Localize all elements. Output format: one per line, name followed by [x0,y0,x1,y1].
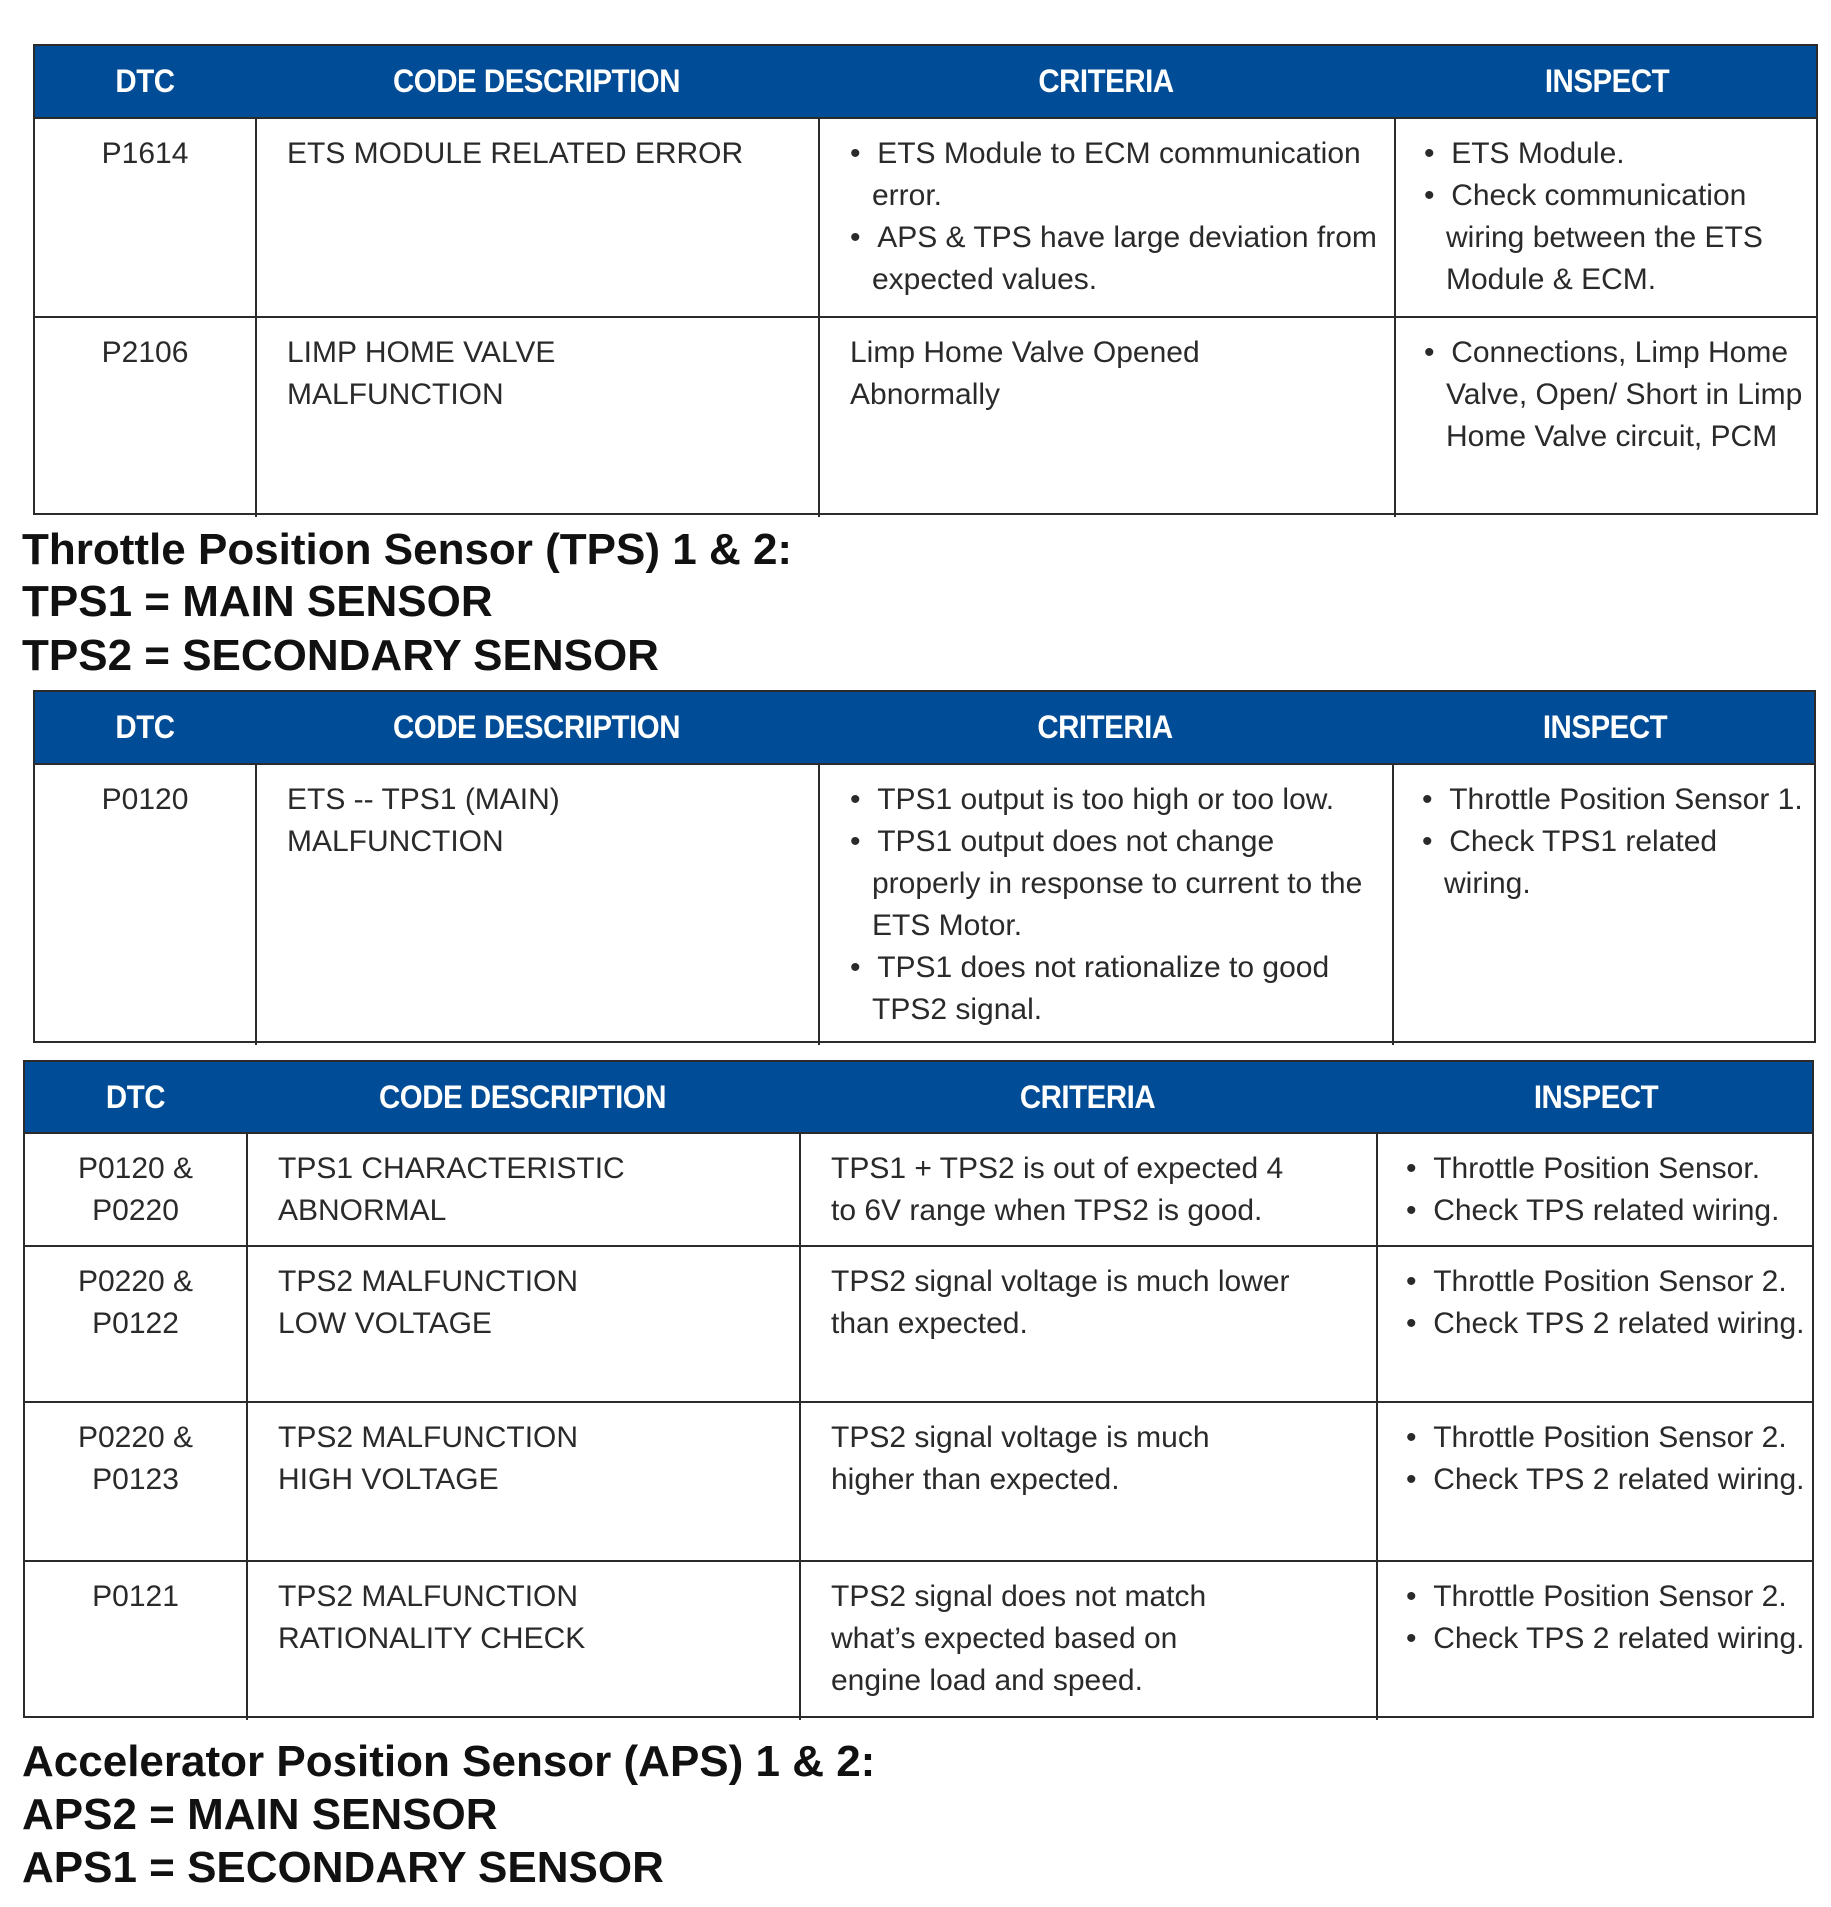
cell-criteria [818,119,1394,316]
dtc-table-ets [33,44,1818,515]
aps-heading-secondary: APS1 = SECONDARY SENSOR [22,1843,664,1892]
bullet-item [1422,821,1808,905]
bullet-text: Throttle Position Sensor. [1433,1152,1761,1185]
table-row [35,117,1816,316]
cell-inspect [1394,318,1820,517]
bullet-item [1406,1303,1806,1345]
bullet-text: TPS1 does not rationalize to good TPS2 signal. [872,951,1330,1026]
bullet-icon: • [1406,1152,1434,1185]
bullet-text: Check TPS 2 related wiring. [1433,1463,1805,1496]
cell-criteria [818,765,1392,1045]
bullet-text: Check communication wiring between the ETS Module & ECM. [1446,179,1763,296]
table-row [35,316,1816,517]
header-dtc: DTC [105,1078,166,1115]
table-row [25,1245,1812,1401]
cell-dtc: P2106 [101,336,189,369]
bullet-text: Throttle Position Sensor 2. [1433,1265,1787,1298]
bullet-icon: • [1406,1265,1434,1298]
header-dtc: DTC [115,709,175,745]
cell-inspect [1376,1562,1816,1720]
bullet-item [1406,1261,1806,1303]
header-description: CODE DESCRIPTION [392,709,681,745]
table-header-row [35,692,1814,763]
bullet-icon: • [1424,179,1452,212]
bullet-item [1422,779,1808,821]
bullet-item [1406,1417,1806,1459]
table-row [35,763,1814,1045]
cell-criteria: TPS2 signal voltage is much lower than expected. [799,1247,1376,1401]
bullet-text: Check TPS related wiring. [1433,1194,1780,1227]
bullet-item [850,821,1382,947]
bullet-text: Throttle Position Sensor 2. [1433,1580,1787,1613]
table-row [25,1132,1812,1245]
bullet-item [1406,1148,1806,1190]
bullet-item [1424,332,1810,458]
table-header-row [35,46,1816,117]
table-header-row [25,1062,1812,1132]
table-row [25,1560,1812,1720]
header-criteria: CRITERIA [1038,63,1174,99]
cell-inspect [1394,119,1820,316]
dtc-table-tps-characteristics [23,1060,1814,1718]
bullet-item [1424,175,1810,301]
bullet-item [850,133,1384,217]
cell-dtc: P0121 [92,1580,179,1613]
bullet-text: TPS1 output does not change properly in response to current to the ETS Motor. [872,825,1363,942]
cell-dtc: P0120 [101,783,189,816]
header-criteria: CRITERIA [1019,1078,1156,1115]
cell-criteria: TPS2 signal does not match what’s expected based on engine load and speed. [799,1562,1376,1720]
bullet-item [1406,1459,1806,1501]
bullet-icon: • [1406,1463,1434,1496]
bullet-icon: • [1422,825,1450,858]
bullet-item [1424,133,1810,175]
header-inspect: INSPECT [1542,709,1668,745]
bullet-text: Check TPS 2 related wiring. [1433,1622,1805,1655]
cell-dtc: P0220 & P0122 [77,1265,194,1340]
bullet-text: ETS Module. [1451,137,1625,170]
bullet-item [850,779,1382,821]
bullet-item [850,217,1384,301]
cell-dtc: P0120 & P0220 [77,1152,194,1227]
bullet-icon: • [1406,1580,1434,1613]
cell-criteria: Limp Home Valve Opened Abnormally [818,318,1394,517]
table-row [25,1401,1812,1560]
cell-inspect [1376,1247,1816,1401]
bullet-icon: • [1424,336,1452,369]
bullet-icon: • [1406,1622,1434,1655]
aps-heading-main: APS2 = MAIN SENSOR [22,1790,498,1839]
cell-dtc: P1614 [101,137,189,170]
cell-description: TPS2 MALFUNCTION HIGH VOLTAGE [246,1403,799,1560]
tps-heading-secondary: TPS2 = SECONDARY SENSOR [22,631,659,680]
bullet-icon: • [1406,1421,1434,1454]
header-description: CODE DESCRIPTION [378,1078,667,1115]
cell-criteria: TPS2 signal voltage is much higher than expected. [799,1403,1376,1560]
dtc-table-tps1 [33,690,1816,1043]
bullet-icon: • [1422,783,1450,816]
header-dtc: DTC [115,63,175,99]
bullet-icon: • [1424,137,1452,170]
bullet-text: ETS Module to ECM communication error. [872,137,1361,212]
bullet-icon: • [850,825,878,858]
aps-heading-title: Accelerator Position Sensor (APS) 1 & 2: [22,1737,876,1786]
bullet-item [1406,1576,1806,1618]
bullet-icon: • [1406,1307,1434,1340]
cell-dtc: P0220 & P0123 [77,1421,194,1496]
cell-description: TPS2 MALFUNCTION LOW VOLTAGE [246,1247,799,1401]
cell-inspect [1376,1134,1816,1245]
cell-description: ETS -- TPS1 (MAIN) MALFUNCTION [255,765,818,1045]
bullet-text: APS & TPS have large deviation from expected values. [872,221,1377,296]
tps-heading-title: Throttle Position Sensor (TPS) 1 & 2: [22,525,793,574]
bullet-text: Connections, Limp Home Valve, Open/ Short in Limp Home Valve circuit, PCM [1446,336,1803,453]
cell-description: TPS1 CHARACTERISTIC ABNORMAL [246,1134,799,1245]
bullet-text: Check TPS 2 related wiring. [1433,1307,1805,1340]
bullet-text: Check TPS1 related wiring. [1444,825,1718,900]
bullet-item [1406,1190,1806,1232]
bullet-icon: • [850,783,878,816]
bullet-text: Throttle Position Sensor 1. [1449,783,1803,816]
bullet-item [850,947,1382,1031]
bullet-icon: • [1406,1194,1434,1227]
bullet-icon: • [850,137,878,170]
cell-inspect [1376,1403,1816,1560]
cell-description: TPS2 MALFUNCTION RATIONALITY CHECK [246,1562,799,1720]
cell-description: LIMP HOME VALVE MALFUNCTION [255,318,818,517]
cell-criteria: TPS1 + TPS2 is out of expected 4 to 6V range when TPS2 is good. [799,1134,1376,1245]
bullet-text: Throttle Position Sensor 2. [1433,1421,1787,1454]
bullet-icon: • [850,221,878,254]
bullet-icon: • [850,951,878,984]
bullet-text: TPS1 output is too high or too low. [877,783,1335,816]
bullet-item [1406,1618,1806,1660]
header-criteria: CRITERIA [1037,709,1173,745]
header-inspect: INSPECT [1533,1078,1659,1115]
header-inspect: INSPECT [1544,63,1670,99]
cell-description: ETS MODULE RELATED ERROR [255,119,818,316]
cell-inspect [1392,765,1818,1045]
header-description: CODE DESCRIPTION [392,63,681,99]
tps-heading-main: TPS1 = MAIN SENSOR [22,577,493,626]
